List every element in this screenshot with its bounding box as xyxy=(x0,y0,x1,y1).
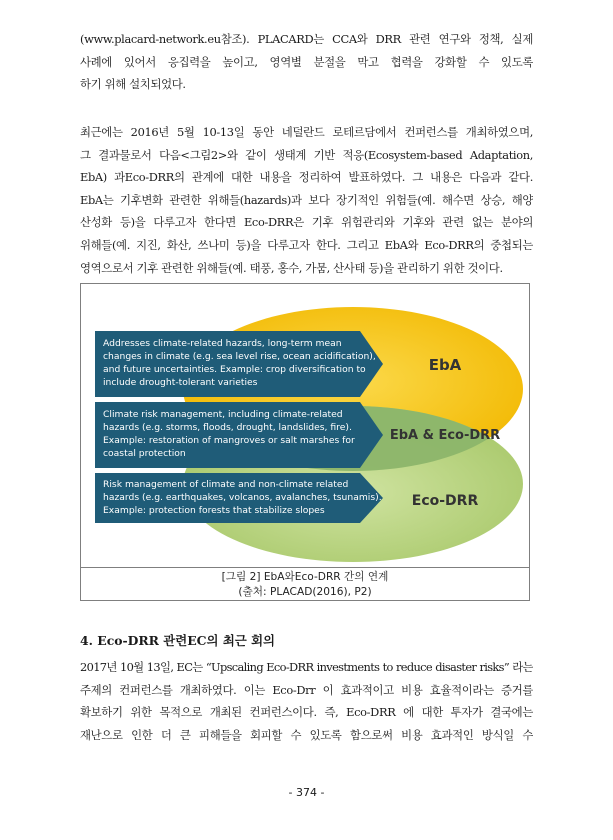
arrow-overlap xyxy=(95,402,383,468)
arrow-text-line: Risk management of climate and non-climate related xyxy=(103,479,349,490)
figure-eba-ecodrr xyxy=(80,283,530,601)
arrow-text-line: and future uncertainties. Example: crop diversification to xyxy=(103,364,366,375)
text-line: 사례에 있어서 응집력을 높이고, 영역별 분절을 막고 협력을 강화할 수 있도록 xyxy=(80,54,533,69)
overlap-label: EbA & Eco-DRR xyxy=(389,428,501,443)
text-line: (www.placard-network.eu참조). PLACARD는 CCA와 DRR 관련 연구와 정책, 실제 xyxy=(80,32,533,46)
arrow-text-line: Example: restoration of mangroves or salt marshes for xyxy=(103,435,355,446)
arrow-text-line: Example: protection forests that stabilize slopes xyxy=(103,505,325,516)
figure-diagram xyxy=(81,284,529,567)
ecodrr-label: Eco-DRR xyxy=(411,493,479,509)
text-line: 최근에는 2016년 5월 10-13일 동안 네덜란드 로테르담에서 컨퍼런스를 개최하였으며, xyxy=(80,125,533,139)
text-line: 위해들(예. 지진, 화산, 쓰나미 등)을 다루고자 한다. 그리고 EbA와 Eco-DRR의 중첩되는 xyxy=(80,237,533,252)
text-line: 산성화 등)을 다루고자 한다면 Eco-DRR은 기후 위험관리와 기후와 관련 없는 분야의 xyxy=(80,215,533,230)
text-line: EbA) 과Eco-DRR의 관계에 대한 내용을 정리하여 발표하였다. 그 내용은 다음과 같다. xyxy=(80,170,533,185)
paragraph-rotterdam-conference xyxy=(80,121,533,279)
eba-label: EbA xyxy=(428,356,462,374)
venn-diagram xyxy=(81,284,529,567)
arrow-text-line: Climate risk management, including climate-related xyxy=(103,409,343,420)
caption-source: (출처: PLACAD(2016), P2) xyxy=(238,586,372,598)
paragraph-placard xyxy=(80,28,533,96)
arrow-text-line: include drought-tolerant varieties xyxy=(103,377,258,388)
text-line: EbA는 기후변화 관련한 위해들(hazards)과 보다 장기적인 위험들(예. 해수면 상승, 해양 xyxy=(80,192,533,207)
text-line: 확보하기 위한 목적으로 개최된 컨퍼런스이다. 즉, Eco-DRR 에 대한 투자가 결국에는 xyxy=(80,705,533,720)
arrow-text-line: changes in climate (e.g. sea level rise, ocean acidification), xyxy=(103,351,376,362)
arrow-text-line: Addresses climate-related hazards, long-term mean xyxy=(103,338,342,349)
arrow-text-line: hazards (e.g. earthquakes, volcanos, avalanches, tsunamis). xyxy=(103,492,382,503)
text-line: 재난으로 인한 더 큰 피해들을 회피할 수 있도록 함으로써 비용 효과적인 방식일 수 xyxy=(80,727,533,742)
text-line: 하기 위해 설치되었다. xyxy=(80,77,186,92)
page-number: - 374 - xyxy=(288,786,325,799)
arrow-text-line: hazards (e.g. storms, floods, drought, landslides, fire). xyxy=(103,422,352,433)
arrow-eba xyxy=(95,331,383,397)
text-line: 그 결과물로서 다음<그림2>와 같이 생태계 기반 적응(Ecosystem-based Adaptation, xyxy=(80,147,533,162)
paragraph-ec-conference xyxy=(80,656,533,746)
section-heading: 4. Eco-DRR 관련EC의 최근 회의 xyxy=(80,633,276,648)
arrow-ecodrr xyxy=(95,473,383,523)
caption-title: [그림 2] EbA와Eco-DRR 간의 연계 xyxy=(221,571,389,583)
arrow-text-line: coastal protection xyxy=(103,448,186,459)
text-line: 영역으로서 기후 관련한 위해들(예. 태풍, 홍수, 가뭄, 산사태 등)을 관리하기 위한 것이다. xyxy=(80,260,503,275)
figure-caption xyxy=(81,567,529,600)
text-line: 2017년 10월 13일, EC는 “Upscaling Eco-DRR investments to reduce disaster risks” 라는 xyxy=(80,660,533,674)
text-line: 주제의 컨퍼런스를 개최하였다. 이는 Eco-Drr 이 효과적이고 비용 효율적이라는 증거를 xyxy=(80,682,533,697)
